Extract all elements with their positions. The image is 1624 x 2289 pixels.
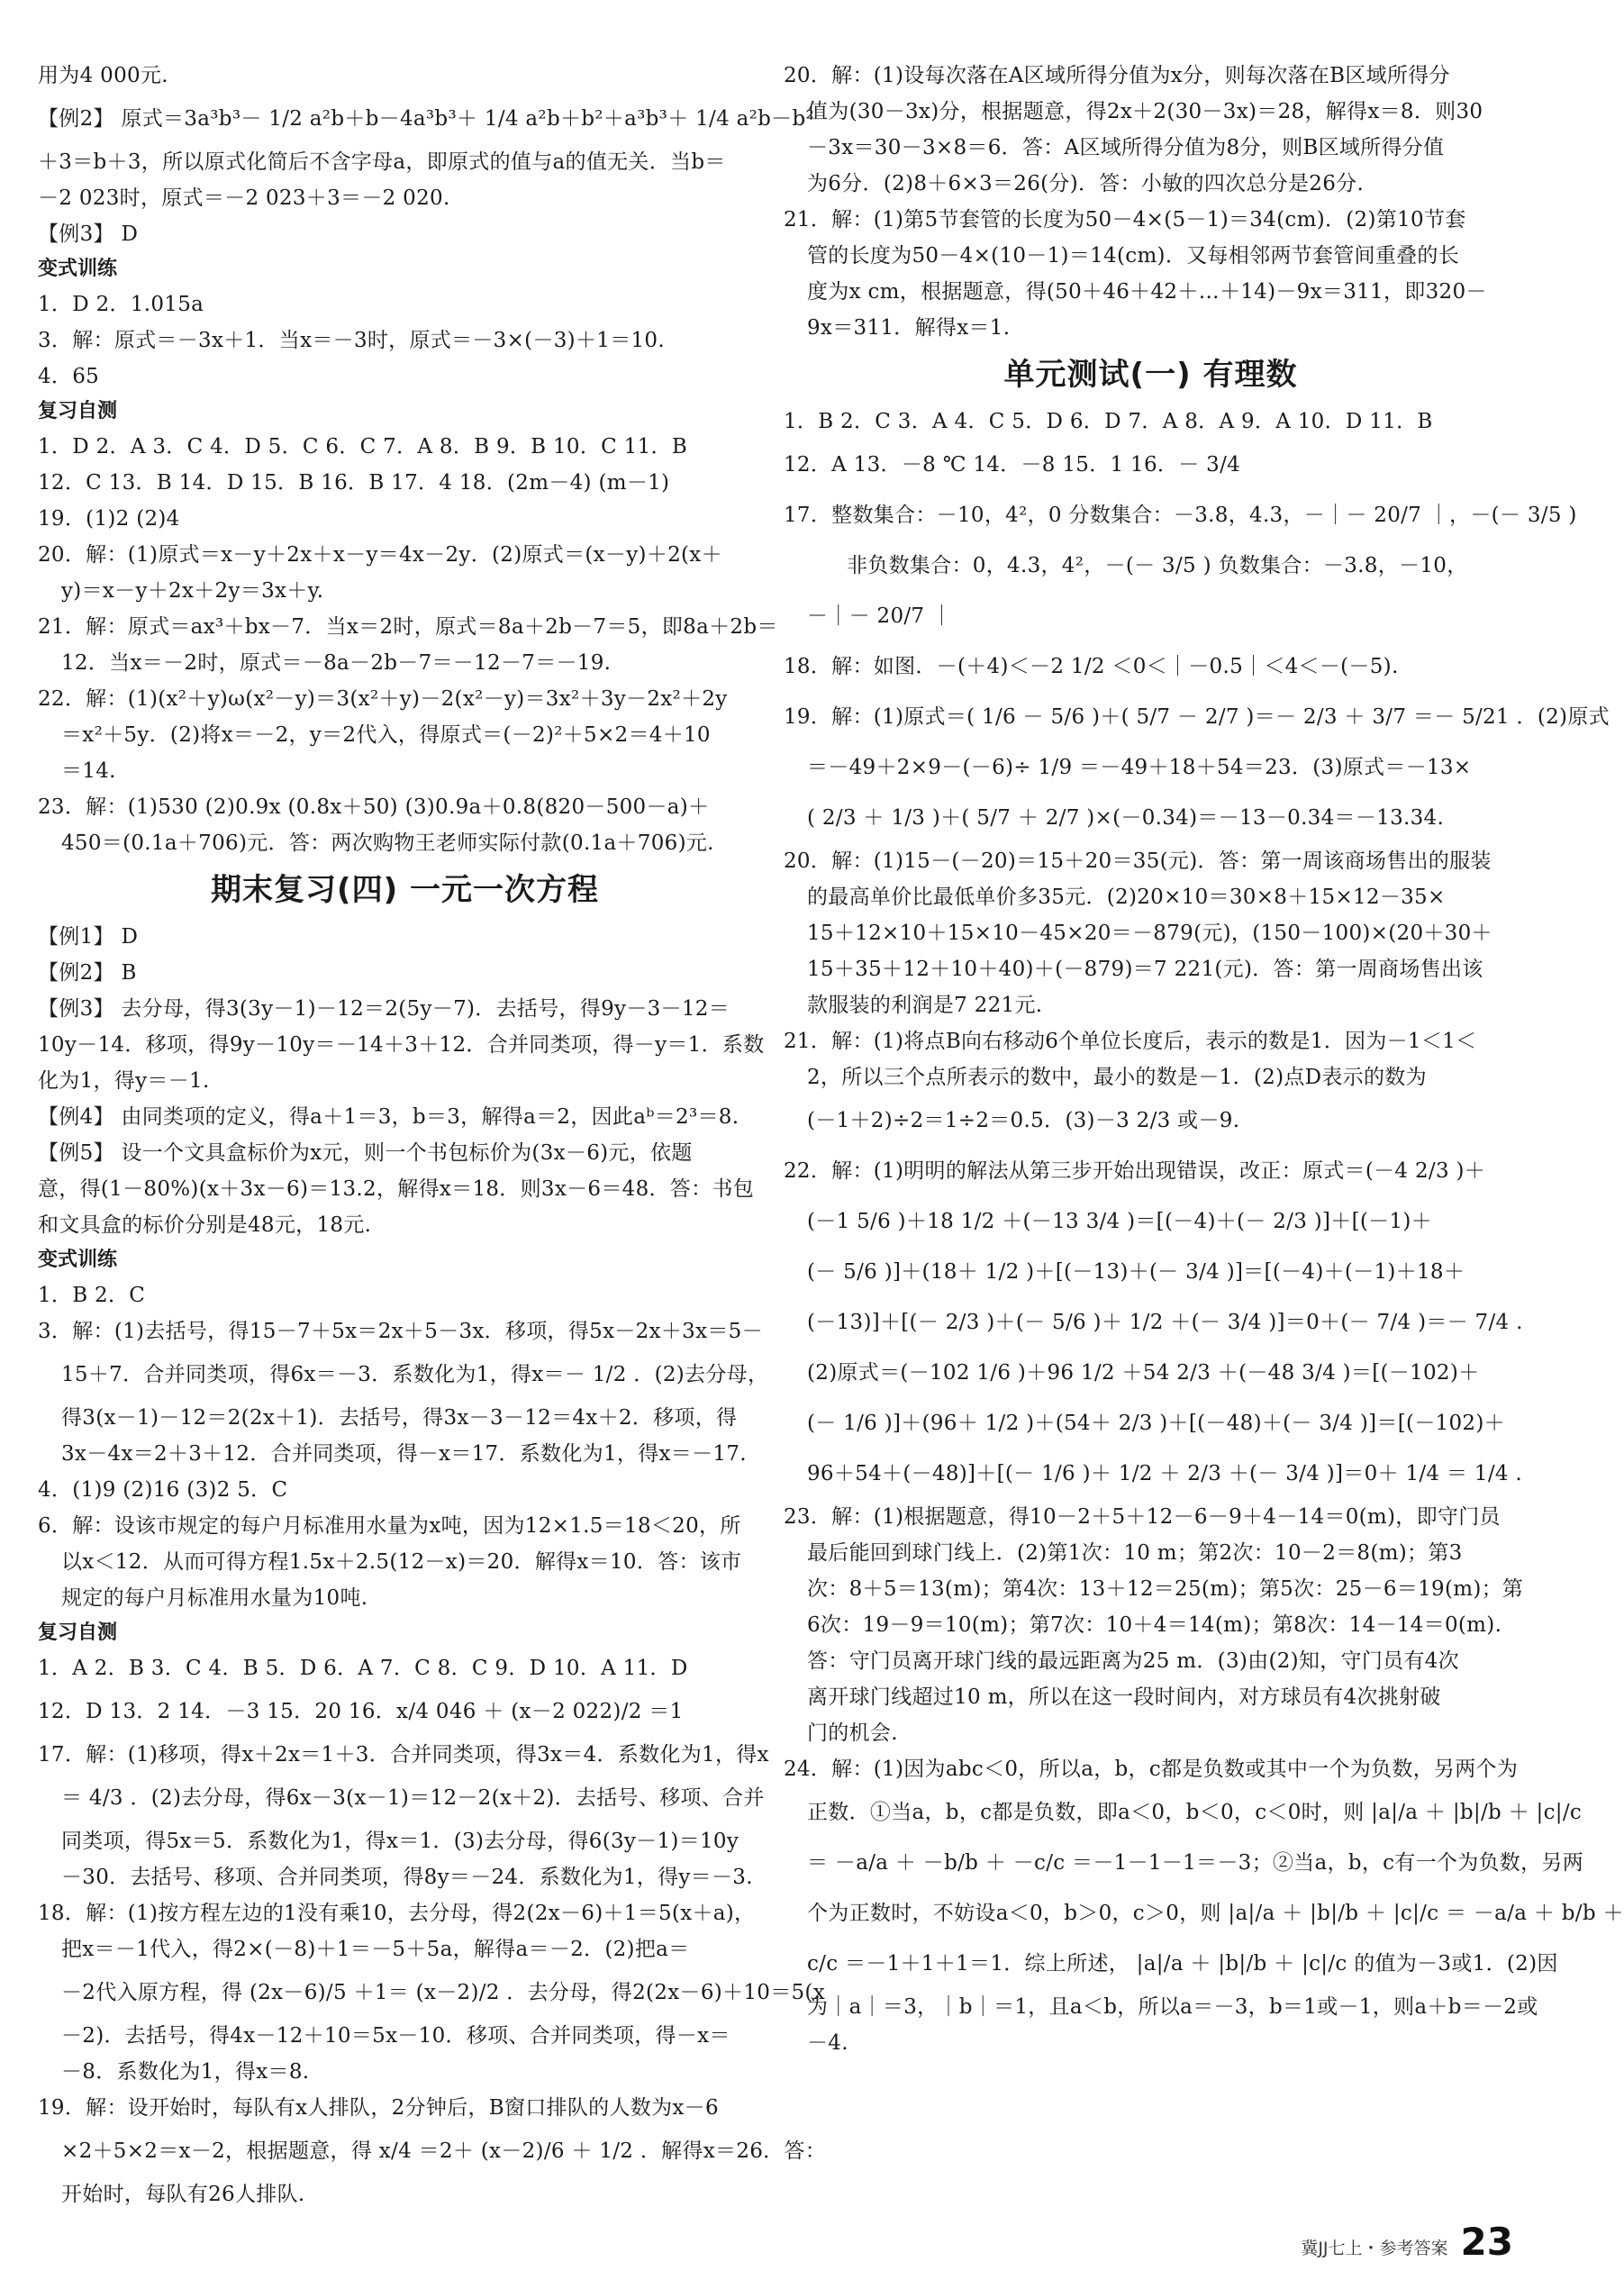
text-line: －｜－ 20/7 ｜ xyxy=(807,604,953,628)
text-line: 12．D 13．2 14．－3 15．20 16．x/4 046 ＋ (x－2 022)/2 ＝1 xyxy=(38,1700,684,1723)
text-line: (－ 1/6 )]＋(96＋ 1/2 )＋(54＋ 2/3 )＋[(－48)＋(－ 3/4 )]＝[(－102)＋ xyxy=(807,1412,1505,1435)
text-line: 管的长度为50－4×(10－1)＝14(cm)．又每相邻两节套管间重叠的长 xyxy=(807,244,1460,268)
text-line: －2代入原方程，得 (2x－6)/5 ＋1＝ (x－2)/2 ．去分母，得2(2x－6)＋10＝5(x xyxy=(61,1981,825,2004)
text-line: 【例1】 D xyxy=(38,925,139,949)
text-line: 1．D 2．A 3．C 4．D 5．C 6．C 7．A 8．B 9．B 10．C 11．B xyxy=(38,435,688,459)
text-line: 【例5】 设一个文具盒标价为x元，则一个书包标价为(3x－6)元，依题 xyxy=(38,1141,693,1165)
text-line: 12．A 13．－8 ℃ 14．－8 15．1 16．－ 3/4 xyxy=(784,453,1241,477)
text-line: 开始时，每队有26人排队. xyxy=(61,2183,305,2206)
text-line: 23．解：(1)530 (2)0.9x (0.8x＋50) (3)0.9a＋0.8(820－500－a)＋ xyxy=(38,795,710,819)
text-line: 18．解：(1)按方程左边的1没有乘10，去分母，得2(2x－6)＋1＝5(x＋a)， xyxy=(38,1902,756,1925)
text-line: 15＋12×10＋15×10－45×20＝－879(元)，(150－100)×(20＋30＋ xyxy=(807,922,1492,945)
text-line: 6．解：设该市规定的每户月标准用水量为x吨，因为12×1.5＝18＜20，所 xyxy=(38,1514,741,1538)
text-line: 离开球门线超过10 m，所以在这一段时间内，对方球员有4次挑射破 xyxy=(807,1685,1441,1709)
text-line: 得3(x－1)－12＝2(2x＋1)．去括号，得3x－3－12＝4x＋2．移项，得 xyxy=(61,1406,738,1430)
text-line: 1．B 2．C 3．A 4．C 5．D 6．D 7．A 8．A 9．A 10．D 11．B xyxy=(784,410,1433,433)
text-line: 19．(1)2 (2)4 xyxy=(38,507,180,531)
text-line: 值为(30－3x)分，根据题意，得2x＋2(30－3x)＝28，解得x＝8．则30 xyxy=(807,100,1483,123)
text-line: (－1 5/6 )＋18 1/2 ＋(－13 3/4 )＝[(－4)＋(－ 2/3 )]＋[(－1)＋ xyxy=(807,1210,1432,1233)
text-line: 用为4 000元. xyxy=(38,64,168,87)
text-line: 10y－14．移项，得9y－10y＝－14＋3＋12．合并同类项，得－y＝1．系数 xyxy=(38,1033,765,1057)
text-line: 15＋35＋12＋10＋40)＋(－879)＝7 221(元)．答：第一周商场售出该 xyxy=(807,958,1483,981)
text-line: 1．B 2．C xyxy=(38,1284,146,1307)
text-line: －8．系数化为1，得x＝8. xyxy=(61,2060,310,2084)
subsection-label: 变式训练 xyxy=(38,258,118,280)
text-line: ＝x²＋5y．(2)将x＝－2，y＝2代入，得原式＝(－2)²＋5×2＝4＋10 xyxy=(61,723,711,747)
text-line: 4．65 xyxy=(38,365,100,388)
text-line: 化为1，得y＝－1. xyxy=(38,1069,210,1093)
text-line: 21．解：原式＝ax³＋bx－7．当x＝2时，原式＝8a＋2b－7＝5，即8a＋2b＝ xyxy=(38,615,778,639)
text-line: 1．A 2．B 3．C 4．B 5．D 6．A 7．C 8．C 9．D 10．A 11．D xyxy=(38,1657,688,1680)
text-line: 19．解：(1)原式＝( 1/6 － 5/6 )＋( 5/7 － 2/7 )＝－ 2/3 ＋ 3/7 ＝－ 5/21 ．(2)原式 xyxy=(784,705,1610,729)
text-line: 9x＝311．解得x＝1. xyxy=(807,316,1011,340)
right-column xyxy=(784,58,1624,2061)
text-line: 门的机会. xyxy=(807,1721,898,1745)
subsection-label: 变式训练 xyxy=(38,1249,118,1271)
text-line: 6次：19－9＝10(m)；第7次：10＋4＝14(m)；第8次：14－14＝0(m). xyxy=(807,1613,1502,1637)
text-line: 【例3】 D xyxy=(38,223,139,246)
text-line: 22．解：(1)明明的解法从第三步开始出现错误，改正：原式＝(－4 2/3 )＋ xyxy=(784,1159,1486,1183)
text-line: 答：守门员离开球门线的最远距离为25 m．(3)由(2)知，守门员有4次 xyxy=(807,1649,1459,1673)
text-line: －2 023时，原式＝－2 023＋3＝－2 020. xyxy=(38,186,450,210)
text-line: ( 2/3 ＋ 1/3 )＋( 5/7 ＋ 2/7 )×(－0.34)＝－13－0.34＝－13.34. xyxy=(807,806,1445,830)
text-line: 个为正数时，不妨设a＜0，b＞0，c＞0，则 |a|/a ＋ |b|/b ＋ |c|/c ＝ －a/a ＋ b/b ＋ xyxy=(807,1902,1624,1925)
text-line: 20．解：(1)设每次落在A区域所得分值为x分，则每次落在B区域所得分 xyxy=(784,64,1450,87)
text-line: 450＝(0.1a＋706)元．答：两次购物王老师实际付款(0.1a＋706)元. xyxy=(61,831,714,855)
text-line: 3．解：原式＝－3x＋1．当x＝－3时，原式＝－3×(－3)＋1＝10. xyxy=(38,329,665,352)
text-line: 度为x cm，根据题意，得(50＋46＋42＋…＋14)－9x＝311，即320－ xyxy=(807,280,1487,304)
text-line: ＝ 4/3 ．(2)去分母，得6x－3(x－1)＝12－2(x＋2)．去括号、移项、合并 xyxy=(61,1786,765,1810)
text-line: 【例2】 B xyxy=(38,961,137,985)
text-line: 正数．①当a，b，c都是负数，即a＜0，b＜0，c＜0时，则 |a|/a ＋ |b|/b ＋ |c|/c xyxy=(807,1801,1583,1824)
text-line: 意，得(1－80%)(x＋3x－6)＝13.2，解得x＝18．则3x－6＝48．答：书包 xyxy=(38,1177,755,1201)
text-line: ＝－49＋2×9－(－6)÷ 1/9 ＝－49＋18＋54＝23．(3)原式＝－13× xyxy=(807,756,1472,779)
text-line: 1．D 2．1.015a xyxy=(38,293,204,316)
text-line: 规定的每户月标准用水量为10吨. xyxy=(61,1586,368,1610)
text-line: 最后能回到球门线上．(2)第1次：10 m；第2次：10－2＝8(m)；第3 xyxy=(807,1541,1463,1565)
text-line: 为｜a｜＝3，｜b｜＝1，且a＜b，所以a＝－3，b＝1或－1，则a＋b＝－2或 xyxy=(807,1995,1538,2019)
text-line: 的最高单价比最低单价多35元．(2)20×10＝30×8＋15×12－35× xyxy=(807,886,1446,909)
text-line: 17．解：(1)移项，得x＋2x＝1＋3．合并同类项，得3x＝4．系数化为1，得x xyxy=(38,1743,769,1767)
subsection-label: 复习自测 xyxy=(38,1621,118,1644)
text-line: 2，所以三个点所表示的数中，最小的数是－1．(2)点D表示的数为 xyxy=(807,1066,1427,1089)
text-line: 22．解：(1)(x²＋y)ω(x²－y)＝3(x²＋y)－2(x²－y)＝3x²＋3y－2x²＋2y xyxy=(38,687,728,711)
text-line: 96＋54＋(－48)]＋[(－ 1/6 )＋ 1/2 ＋ 2/3 ＋(－ 3/4 )]＝0＋ 1/4 ＝ 1/4 . xyxy=(807,1462,1523,1485)
footer-label: 冀JJ七上・参考答案 xyxy=(1301,2239,1448,2258)
text-line: (－1＋2)÷2＝1÷2＝0.5．(3)－3 2/3 或－9. xyxy=(807,1109,1240,1132)
text-line: y)＝x－y＋2x＋2y＝3x＋y. xyxy=(61,579,324,603)
text-line: 非负数集合：0，4.3，4²，－(－ 3/5 ) 负数集合：－3.8，－10， xyxy=(847,554,1468,577)
text-line: 20．解：(1)15－(－20)＝15＋20＝35(元)．答：第一周该商场售出的服装 xyxy=(784,849,1492,873)
text-line: 款服装的利润是7 221元. xyxy=(807,994,1043,1017)
text-line: 同类项，得5x＝5．系数化为1，得x＝1．(3)去分母，得6(3y－1)＝10y xyxy=(61,1830,739,1853)
text-line: ×2＋5×2＝x－2，根据题意，得 x/4 ＝2＋ (x－2)/6 ＋ 1/2 ．解得x＝26．答： xyxy=(61,2139,827,2163)
page-footer xyxy=(1301,2222,1513,2262)
text-line: ＝14. xyxy=(61,759,116,783)
text-line: 19．解：设开始时，每队有x人排队，2分钟后，B窗口排队的人数为x－6 xyxy=(38,2096,719,2120)
text-line: 【例2】 原式＝3a³b³－ 1/2 a²b＋b－4a³b³＋ 1/4 a²b＋b²＋a³b³＋ 1/4 a²b－b² xyxy=(38,107,815,131)
text-line: 24．解：(1)因为abc＜0，所以a，b，c都是负数或其中一个为负数，另两个为 xyxy=(784,1758,1519,1781)
text-line: (－13)]＋[(－ 2/3 )＋(－ 5/6 )＋ 1/2 ＋(－ 3/4 )]＝0＋(－ 7/4 )＝－ 7/4 . xyxy=(807,1311,1523,1334)
section-heading: 单元测试(一) 有理数 xyxy=(1003,357,1298,393)
text-line: 12．当x＝－2时，原式＝－8a－2b－7＝－12－7＝－19. xyxy=(61,651,612,675)
text-line: 21．解：(1)第5节套管的长度为50－4×(5－1)＝34(cm)．(2)第10节套 xyxy=(784,208,1466,232)
text-line: ＋3＝b＋3，所以原式化简后不含字母a，即原式的值与a的值无关．当b＝ xyxy=(38,150,726,174)
text-line: 20．解：(1)原式＝x－y＋2x＋x－y＝4x－2y．(2)原式＝(x－y)＋2(x＋ xyxy=(38,543,722,567)
text-line: 3．解：(1)去括号，得15－7＋5x＝2x＋5－3x．移项，得5x－2x＋3x＝5－ xyxy=(38,1320,763,1343)
text-line: 4．(1)9 (2)16 (3)2 5．C xyxy=(38,1478,288,1502)
text-line: 【例3】 去分母，得3(3y－1)－12＝2(5y－7)．去括号，得9y－3－12＝ xyxy=(38,997,730,1021)
left-column xyxy=(38,58,827,2212)
text-line: 为6分．(2)8＋6×3＝26(分)．答：小敏的四次总分是26分. xyxy=(807,172,1365,195)
page-number: 23 xyxy=(1460,2220,1513,2264)
text-line: ＝ －a/a ＋ －b/b ＋ －c/c ＝－1－1－1＝－3；②当a，b，c有一个为负数，另两 xyxy=(807,1851,1583,1875)
text-line: 23．解：(1)根据题意，得10－2＋5＋12－6－9＋4－14＝0(m)，即守门员 xyxy=(784,1505,1501,1529)
text-line: 15＋7．合并同类项，得6x＝－3．系数化为1，得x＝－ 1/2 ．(2)去分母， xyxy=(61,1363,769,1386)
text-line: －2)．去括号，得4x－12＋10＝5x－10．移项、合并同类项，得－x＝ xyxy=(61,2024,730,2048)
subsection-label: 复习自测 xyxy=(38,400,118,422)
text-line: 以x＜12．从而可得方程1.5x＋2.5(12－x)＝20．解得x＝10．答：该市 xyxy=(61,1550,742,1574)
text-line: 21．解：(1)将点B向右移动6个单位长度后，表示的数是1．因为－1＜1＜ xyxy=(784,1030,1477,1053)
text-line: 和文具盒的标价分别是48元，18元. xyxy=(38,1213,372,1237)
text-line: －30．去括号、移项、合并同类项，得8y＝－24．系数化为1，得y＝－3. xyxy=(61,1866,753,1889)
text-line: －3x＝30－3×8＝6．答：A区域所得分值为8分，则B区域所得分值 xyxy=(807,136,1445,159)
text-line: c/c ＝－1＋1＋1＝1．综上所述， |a|/a ＋ |b|/b ＋ |c|/c 的值为－3或1．(2)因 xyxy=(807,1952,1558,1976)
text-line: (2)原式＝(－102 1/6 )＋96 1/2 ＋54 2/3 ＋(－48 3/4 )＝[(－102)＋ xyxy=(807,1361,1480,1385)
text-line: 次：8＋5＝13(m)；第4次：13＋12＝25(m)；第5次：25－6＝19(m)；第 xyxy=(807,1577,1524,1601)
text-line: 17．整数集合：－10，4²，0 分数集合：－3.8，4.3，－｜－ 20/7 ｜，－(－ 3/5 ) xyxy=(784,504,1577,527)
text-line: 12．C 13．B 14．D 15．B 16．B 17．4 18．(2m－4) (m－1) xyxy=(38,471,670,495)
text-line: 18．解：如图．－(＋4)＜－2 1/2 ＜0＜｜－0.5｜＜4＜－(－5). xyxy=(784,655,1399,678)
section-heading: 期末复习(四) 一元一次方程 xyxy=(211,872,599,908)
text-line: (－ 5/6 )]＋(18＋ 1/2 )＋[(－13)＋(－ 3/4 )]＝[(－4)＋(－1)＋18＋ xyxy=(807,1260,1465,1284)
text-line: 把x＝－1代入，得2×(－8)＋1＝－5＋5a，解得a＝－2．(2)把a＝ xyxy=(61,1938,690,1961)
text-line: －4. xyxy=(807,2031,848,2055)
text-line: 【例4】 由同类项的定义，得a＋1＝3，b＝3，解得a＝2，因此aᵇ＝2³＝8. xyxy=(38,1105,739,1129)
text-line: 3x－4x＝2＋3＋12．合并同类项，得－x＝17．系数化为1，得x＝－17. xyxy=(61,1442,747,1466)
